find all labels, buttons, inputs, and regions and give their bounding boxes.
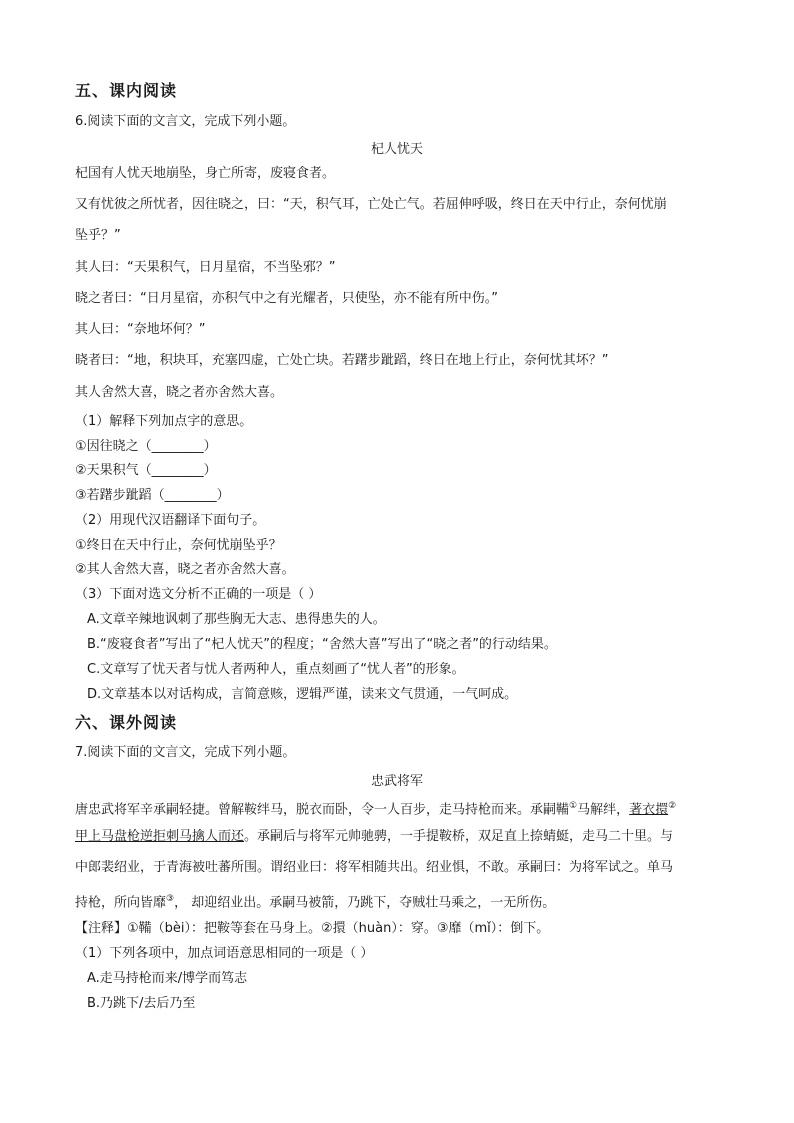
passage-text: 持枪，所向皆靡 bbox=[75, 895, 167, 911]
passage-line bbox=[75, 890, 555, 912]
subquestion-1-item: ②天果积气（________） bbox=[75, 463, 217, 478]
option-b: B.“废寝食者”写出了“杞人忧天”的程度；“舍然大喜”写出了“晓之者”的行动结果。 bbox=[87, 637, 557, 652]
question-7-intro: 7.阅读下面的文言文，完成下列小题。 bbox=[75, 745, 296, 760]
option-a: A.文章辛辣地讽刺了那些胸无大志、患得患失的人。 bbox=[87, 612, 386, 627]
annotation-note: 【注释】①鞴（bèi）：把鞍等套在马身上。②擐（huàn）：穿。③靡（mǐ）：倒下。 bbox=[75, 921, 550, 936]
passage-line: 晓者曰：“地，积块耳，充塞四虚，亡处亡块。若躇步跐蹈，终日在地上行止，奈何忧其坏？” bbox=[75, 353, 609, 368]
section-heading-extracurricular-reading: 六、课外阅读 bbox=[75, 713, 178, 732]
passage-line: 其人曰：“天果积气，日月星宿，不当坠邪？” bbox=[75, 260, 336, 275]
passage-title-zhongwu-jiangjun: 忠武将军 bbox=[370, 774, 423, 789]
underlined-text: 甲上马盘枪逆拒刺马擒人而还 bbox=[75, 829, 245, 844]
passage-line: 杞国有人忧天地崩坠，身亡所寄，废寝食者。 bbox=[75, 166, 336, 181]
passage-line bbox=[75, 828, 673, 846]
option-a: A.走马持枪而来/博学而笃志 bbox=[87, 971, 248, 986]
passage-line: 中郎裴绍业，于青海被吐蕃所围。谓绍业曰：将军相随共出。绍业惧，不敢。承嗣曰：为将军试之。单马 bbox=[75, 860, 674, 875]
option-d: D.文章基本以对话构成，言简意赅，逻辑严谨，读来文气贯通，一气呵成。 bbox=[87, 687, 518, 702]
subquestion-2-item: ①终日在天中行止，奈何忧崩坠乎？ bbox=[75, 538, 282, 553]
option-b: B.乃跳下/去后乃至 bbox=[87, 996, 196, 1011]
passage-line: 晓之者曰：“日月星宿，亦积气中之有光耀者，只使坠，亦不能有所中伤。” bbox=[75, 291, 498, 306]
underlined-text: 著衣擐 bbox=[629, 802, 669, 818]
footnote-marker: ② bbox=[668, 801, 677, 811]
passage-text: ， 却迎绍业出。承嗣马被箭，乃跳下，夺贼壮马乘之，一无所伤。 bbox=[174, 895, 556, 911]
option-c: C.文章写了忧天者与忧人者两种人，重点刻画了“忧人者”的形象。 bbox=[87, 662, 465, 677]
question-6-intro: 6.阅读下面的文言文，完成下列小题。 bbox=[75, 114, 296, 129]
passage-line: 其人曰：“奈地坏何？” bbox=[75, 322, 206, 337]
subquestion-2-item: ②其人舍然大喜，晓之者亦舍然大喜。 bbox=[75, 562, 295, 577]
footnote-marker: ① bbox=[569, 801, 578, 811]
passage-title-qiren-youtian: 杞人忧天 bbox=[370, 142, 423, 157]
passage-line bbox=[75, 797, 676, 819]
passage-line: 又有忧彼之所忧者，因往晓之，曰：“天，积气耳，亡处亡气。若屈伸呼吸，终日在天中行止，奈何忧崩 bbox=[75, 197, 667, 212]
passage-text: 马解绊， bbox=[577, 802, 630, 818]
footnote-marker: ③ bbox=[166, 894, 175, 904]
subquestion-3-prompt: （3）下面对选文分析不正确的一项是（ ） bbox=[75, 587, 322, 602]
section-heading-in-class-reading: 五、课内阅读 bbox=[75, 81, 178, 100]
passage-line: 其人舍然大喜，晓之者亦舍然大喜。 bbox=[75, 385, 284, 400]
subquestion-1-item: ①因往晓之（________） bbox=[75, 439, 217, 454]
passage-text: 唐忠武将军辛承嗣轻捷。曾解鞍绊马，脱衣而卧，令一人百步，走马持枪而来。承嗣鞴 bbox=[75, 802, 570, 818]
subquestion-1-prompt: （1）下列各项中，加点词语意思相同的一项是（ ） bbox=[75, 946, 374, 961]
passage-line: 坠乎？” bbox=[75, 228, 121, 243]
passage-text: 。承嗣后与将军元帅驰骋，一手提鞍桥，双足直上捺蜻蜓，走马二十里。与 bbox=[244, 829, 674, 844]
subquestion-2-prompt: （2）用现代汉语翻译下面句子。 bbox=[75, 513, 266, 528]
subquestion-1-item: ③若躇步跐蹈（________） bbox=[75, 488, 230, 503]
subquestion-1-prompt: （1）解释下列加点字的意思。 bbox=[75, 414, 253, 429]
